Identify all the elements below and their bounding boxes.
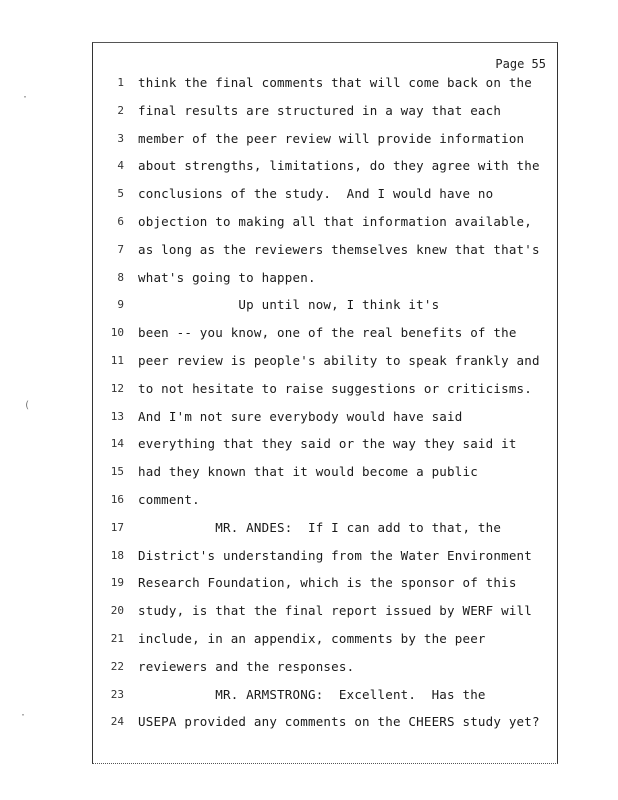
- line-number: 15: [110, 465, 124, 479]
- transcript-line: [92, 352, 562, 380]
- transcript-line: [92, 102, 562, 130]
- line-number: 17: [110, 520, 124, 534]
- line-text: reviewers and the responses.: [138, 658, 355, 674]
- transcript-line: [92, 574, 562, 602]
- margin-mark: ·: [22, 92, 29, 103]
- transcript-line: [92, 74, 562, 102]
- line-text: been -- you know, one of the real benefits of the: [138, 325, 517, 341]
- margin-mark: ·: [20, 710, 27, 721]
- line-number: 8: [117, 270, 124, 284]
- line-text: member of the peer review will provide information: [138, 130, 525, 146]
- page-number: Page 55: [495, 57, 546, 71]
- line-text: final results are structured in a way that each: [138, 102, 502, 118]
- margin-mark: (: [24, 400, 31, 411]
- transcript-line: [92, 157, 562, 185]
- line-text: about strengths, limitations, do they agree with the: [138, 158, 540, 174]
- line-text: objection to making all that information available,: [138, 214, 533, 229]
- line-number: 1: [117, 76, 124, 89]
- line-number: 3: [117, 131, 124, 145]
- line-number: 5: [117, 187, 124, 201]
- line-number: 23: [110, 687, 124, 701]
- line-text: everything that they said or the way they said it: [138, 436, 517, 452]
- transcript-line: [92, 658, 562, 686]
- line-number: 14: [110, 437, 124, 451]
- line-number: 20: [110, 604, 124, 618]
- transcript-line: [92, 686, 562, 714]
- transcript-line: [92, 296, 562, 324]
- line-number: 13: [110, 409, 124, 423]
- line-text: USEPA provided any comments on the CHEERS study yet?: [138, 714, 540, 730]
- transcript-line: [92, 408, 562, 436]
- line-text: District's understanding from the Water Environment: [138, 547, 533, 563]
- line-text: conclusions of the study. And I would have no: [138, 186, 494, 202]
- line-text: include, in an appendix, comments by the peer: [138, 631, 486, 646]
- line-number: 21: [110, 632, 124, 645]
- transcript-line: [92, 130, 562, 158]
- line-text: comment.: [138, 492, 200, 507]
- line-number: 22: [110, 659, 124, 673]
- line-number: 18: [110, 548, 124, 562]
- transcript-line: [92, 435, 562, 463]
- line-text: And I'm not sure everybody would have said: [138, 408, 463, 424]
- transcript-line: [92, 380, 562, 408]
- transcript-line: [92, 547, 562, 575]
- line-text: MR. ARMSTRONG: Excellent. Has the: [138, 686, 486, 702]
- transcript-line: [92, 185, 562, 213]
- transcript-line: [92, 602, 562, 630]
- line-text: Research Foundation, which is the sponsor of this: [138, 575, 517, 591]
- transcript-line: [92, 491, 562, 519]
- line-text: peer review is people's ability to speak frankly and: [138, 353, 540, 368]
- transcript-line: [92, 213, 562, 241]
- line-number: 24: [110, 715, 124, 729]
- line-text: MR. ANDES: If I can add to that, the: [138, 519, 502, 535]
- transcript-line: [92, 463, 562, 491]
- line-text: what's going to happen.: [138, 269, 316, 285]
- line-number: 4: [117, 159, 124, 173]
- line-number: 10: [110, 326, 124, 340]
- line-number: 11: [110, 354, 124, 367]
- line-text: think the final comments that will come back on the: [138, 75, 533, 90]
- transcript-line: [92, 324, 562, 352]
- line-number: 16: [110, 493, 124, 506]
- line-number: 6: [117, 215, 124, 228]
- line-number: 7: [117, 242, 124, 256]
- transcript-line: [92, 241, 562, 269]
- line-text: to not hesitate to raise suggestions or criticisms.: [138, 380, 533, 396]
- transcript-line: [92, 519, 562, 547]
- line-number: 9: [117, 298, 124, 312]
- line-number: 12: [110, 381, 124, 395]
- line-number: 2: [117, 103, 124, 117]
- transcript-line: [92, 713, 562, 741]
- transcript-line: [92, 630, 562, 658]
- line-text: study, is that the final report issued by WERF will: [138, 603, 533, 619]
- line-text: Up until now, I think it's: [138, 297, 440, 313]
- transcript-line: [92, 269, 562, 297]
- line-text: as long as the reviewers themselves knew that that's: [138, 241, 540, 257]
- line-text: had they known that it would become a public: [138, 464, 478, 480]
- line-number: 19: [110, 576, 124, 590]
